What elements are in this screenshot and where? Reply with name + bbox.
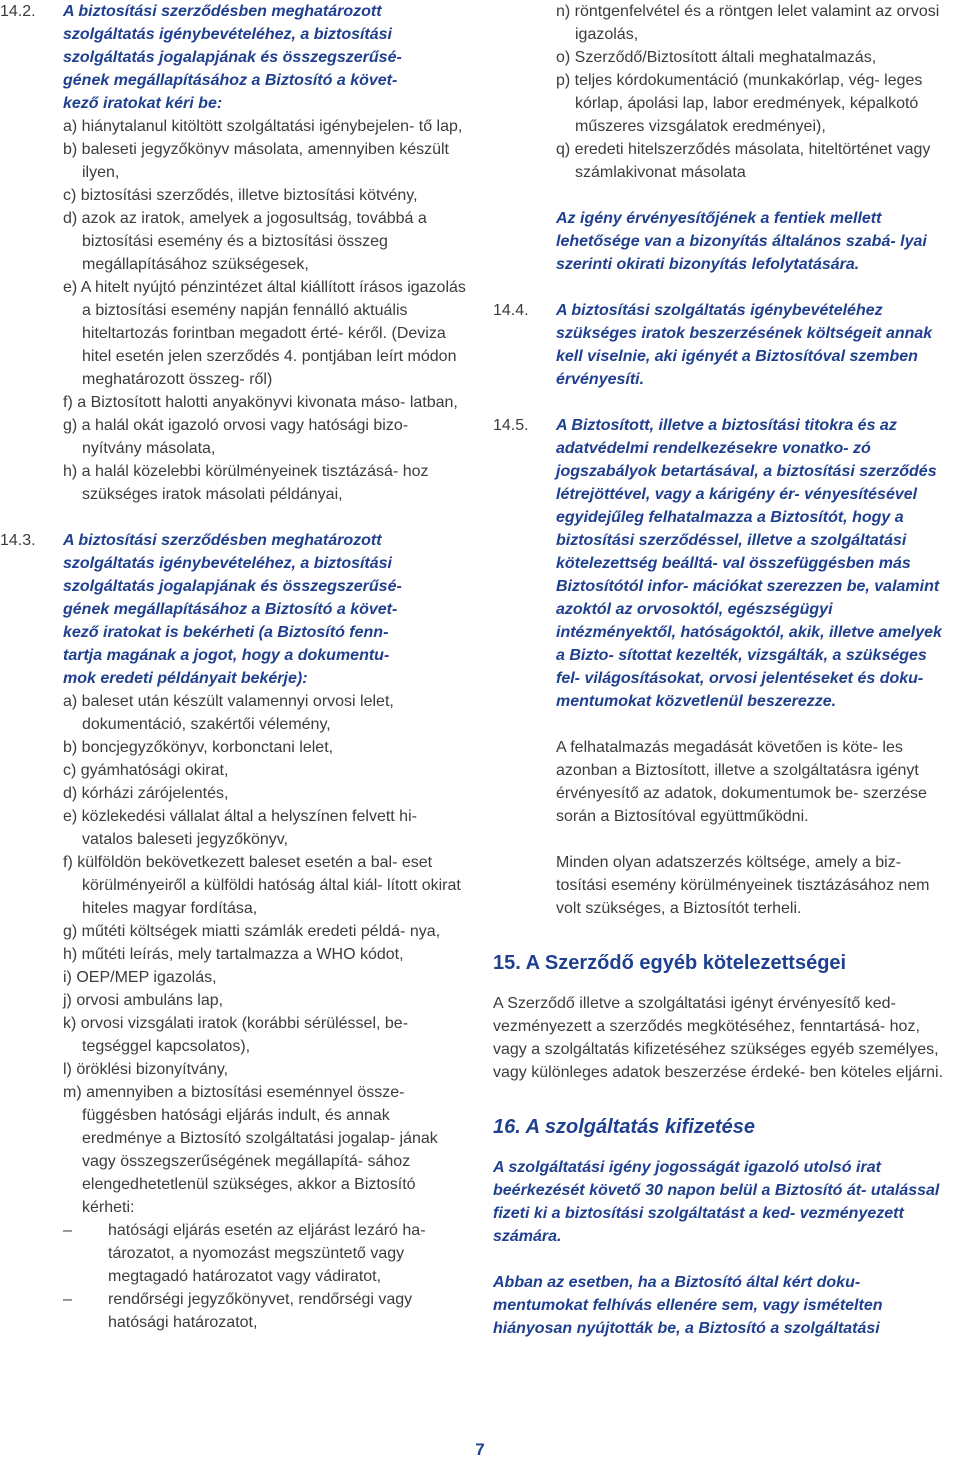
section-lead <box>63 0 470 115</box>
list-item: a) baleset után készült valamennyi orvosi lelet, dokumentáció, szakértői vélemény, <box>63 693 394 733</box>
section-number: 14.5. <box>493 417 529 434</box>
list-item: p) teljes kórdokumentáció (munkakórlap, vég- leges kórlap, ápolási lap, labor eredmények, képalkotó műszeres vizsgálatok eredményei), <box>556 72 923 135</box>
right-column <box>493 0 955 1340</box>
dash-text: rendőrségi jegyzőkönyvet, rendőrségi vagy hatósági határozatot, <box>108 1291 413 1331</box>
lead-line: szolgáltatás igénybevételéhez, a biztosítási <box>63 26 392 43</box>
heading-number: 15. <box>493 952 521 974</box>
list-item: d) azok az iratok, amelyek a jogosultság, továbbá a biztosítási esemény és a biztosítási összeg megállapításához szükségesek, <box>63 210 427 273</box>
list-item: c) biztosítási szerződés, illetve biztosítási kötvény, <box>63 187 418 204</box>
section-number: 14.2. <box>0 3 36 20</box>
paragraph: A felhatalmazás megadását követően is köte- les azonban a Biztosított, illetve a szolgáltatásra igényt érvényesítő az adatok, dokumentumok be- szerzése során a Biztosítóval együttműködni. <box>556 739 927 825</box>
dash-item <box>63 1288 470 1334</box>
heading-15 <box>493 950 955 976</box>
lead-line: A biztosítási szerződésben meghatározott <box>63 3 382 20</box>
list-item: j) orvosi ambuláns lap, <box>63 992 224 1009</box>
heading-title: A szolgáltatás kifizetése <box>525 1116 755 1138</box>
list-item: m) amennyiben a biztosítási eseménnyel össze- függésben hatósági eljárás indult, és annak eredménye a Biztosító szolgáltatási jogalap- jának vagy összegszerűségének megállapítá- sához elengedhetetlenül szükséges, akkor a Biztosító kérheti: <box>63 1084 438 1216</box>
heading-title: A Szerződő egyéb kötelezettségei <box>525 952 847 974</box>
lead-line: kező iratokat kéri be: <box>63 95 223 112</box>
dash-item <box>63 1219 470 1288</box>
list-item: h) a halál közelebbi körülményeinek tisztázásá- hoz szükséges iratok másolati példányai, <box>63 463 429 503</box>
list-item: g) műtéti költségek miatti számlák eredeti példá- nya, <box>63 923 441 940</box>
paragraph: Minden olyan adatszerzés költsége, amely a biz- tosítási esemény körülményeinek tisztázásához nem volt szükséges, a Biztosítót terheli. <box>556 854 930 917</box>
section-text: A Biztosított, illetve a biztosítási titokra és az adatvédelmi rendelkezésekre vonatko- zó jogszabályok betartásával, a biztosítási szerződés létrejöttével, vagy a kárigény ér- vényesítésével egyidejűleg felhatalmazza a Biztosítót, hogy a biztosítási szerződéssel, illetve a szolgáltatási kötelezettség beálltá- val összefüggésben más Biztosítótól infor- mációkat szerezzen be, valamint azoktól az orvosoktól, egészségügyi intézményektől, hatóságoktól, akik, illetve amelyek a Bizto- sítottat kezelték, vizsgálták, a szükséges fel- világosításokat, orvosi jelentéseket és doku- mentumokat közvetlenül beszerezze. <box>556 417 942 710</box>
list-item: b) boncjegyzőkönyv, korbonctani lelet, <box>63 739 334 756</box>
list-item: k) orvosi vizsgálati iratok (korábbi sérüléssel, be- tegséggel kapcsolatos), <box>63 1015 409 1055</box>
lead-line: A biztosítási szerződésben meghatározott <box>63 532 382 549</box>
list-item: i) OEP/MEP igazolás, <box>63 969 217 986</box>
list-item: c) gyámhatósági okirat, <box>63 762 229 779</box>
list-item: l) öröklési bizonyítvány, <box>63 1061 229 1078</box>
bold-note: Az igény érvényesítőjének a fentiek mellett lehetősége van a bizonyítás általános szabá- lyai szerinti okirati bizonyítás lefolytatására. <box>556 210 927 273</box>
lead-line: kező iratokat is bekérheti (a Biztosító fenn- <box>63 624 389 641</box>
lead-line: szolgáltatás igénybevételéhez, a biztosítási <box>63 555 392 572</box>
section-number: 14.4. <box>493 302 529 319</box>
list-item: f) külföldön bekövetkezett baleset esetén a bal- eset körülményeiről a külföldi hatóság által kiál- lított okirat hiteles magyar fordítása, <box>63 854 461 917</box>
list-item: h) műtéti leírás, mely tartalmazza a WHO kódot, <box>63 946 404 963</box>
dash-mark: – <box>63 1291 72 1308</box>
section-lead <box>63 529 470 690</box>
section-14-3 <box>0 529 470 1334</box>
lead-line: tartja magának a jogot, hogy a dokumentu- <box>63 647 390 664</box>
list-item: e) közlekedési vállalat által a helyszínen felvett hi- vatalos baleseti jegyzőkönyv, <box>63 808 417 848</box>
list-item: f) a Biztosított halotti anyakönyvi kivonata máso- latban, <box>63 394 458 411</box>
lead-line: mok eredeti példányait bekérje): <box>63 670 308 687</box>
paragraph: Abban az esetben, ha a Biztosító által kért doku- mentumokat felhívás ellenére sem, vagy ismételten hiányosan nyújtották be, a Biztosító a szolgáltatási <box>493 1274 883 1337</box>
section-number: 14.3. <box>0 532 36 549</box>
left-column <box>0 0 470 1334</box>
list-item: n) röntgenfelvétel és a röntgen lelet valamint az orvosi igazolás, <box>556 3 940 43</box>
dash-text: hatósági eljárás esetén az eljárást lezáró ha- tározatot, a nyomozást megszüntető vagy megtagadó határozatot vagy vádiratot, <box>108 1222 426 1285</box>
section-text: A biztosítási szolgáltatás igénybevételéhez szükséges iratok beszerzésének költségeit annak kell viselnie, aki igényét a Biztosítóval szemben érvényesíti. <box>556 302 933 388</box>
list-item: a) hiánytalanul kitöltött szolgáltatási igénybejelen- tő lap, <box>63 118 463 135</box>
list-item: e) A hitelt nyújtó pénzintézet által kiállított írásos igazolás a biztosítási esemény napján fennálló aktuális hiteltartozás forintban megadott érté- kéről. (Deviza hitel esetén jelen szerződés 4. pontjában leírt módon meghatározott összeg- ről) <box>63 279 466 388</box>
list-item: o) Szerződő/Biztosított általi meghatalmazás, <box>556 49 877 66</box>
paragraph: A szolgáltatási igény jogosságát igazoló utolsó irat beérkezését követő 30 napon belül a Biztosító át- utalással fizeti ki a biztosítási szolgáltatást a ked- vezményezett számára. <box>493 1159 940 1245</box>
list-item: q) eredeti hitelszerződés másolata, hiteltörténet vagy számlakivonat másolata <box>556 141 931 181</box>
section-14-4 <box>493 299 955 391</box>
lead-line: szolgáltatás jogalapjának és összegszerűsé- <box>63 49 402 66</box>
paragraph: A Szerződő illetve a szolgáltatási igényt érvényesítő ked- vezményezett a szerződés megkötéséhez, fenntartásá- hoz, vagy a szolgáltatás kifizetéséhez szükséges egyéb személyes, vagy különleges adatok beszerzése érdeké- ben köteles eljárni. <box>493 995 944 1081</box>
section-14-2 <box>0 0 470 506</box>
lead-line: gének megállapításához a Biztosító a követ- <box>63 601 398 618</box>
lead-line: szolgáltatás jogalapjának és összegszerűsé- <box>63 578 402 595</box>
section-14-5 <box>493 414 955 920</box>
list-item: b) baleseti jegyzőkönyv másolata, amennyiben készült ilyen, <box>63 141 449 181</box>
page-number: 7 <box>475 1440 485 1459</box>
heading-16 <box>493 1114 955 1140</box>
heading-number: 16. <box>493 1116 521 1138</box>
dash-mark: – <box>63 1222 72 1239</box>
list-item: d) kórházi zárójelentés, <box>63 785 229 802</box>
list-item: g) a halál okát igazoló orvosi vagy hatósági bizo- nyítvány másolata, <box>63 417 409 457</box>
lead-line: gének megállapításához a Biztosító a követ- <box>63 72 398 89</box>
continued-list <box>493 0 955 276</box>
